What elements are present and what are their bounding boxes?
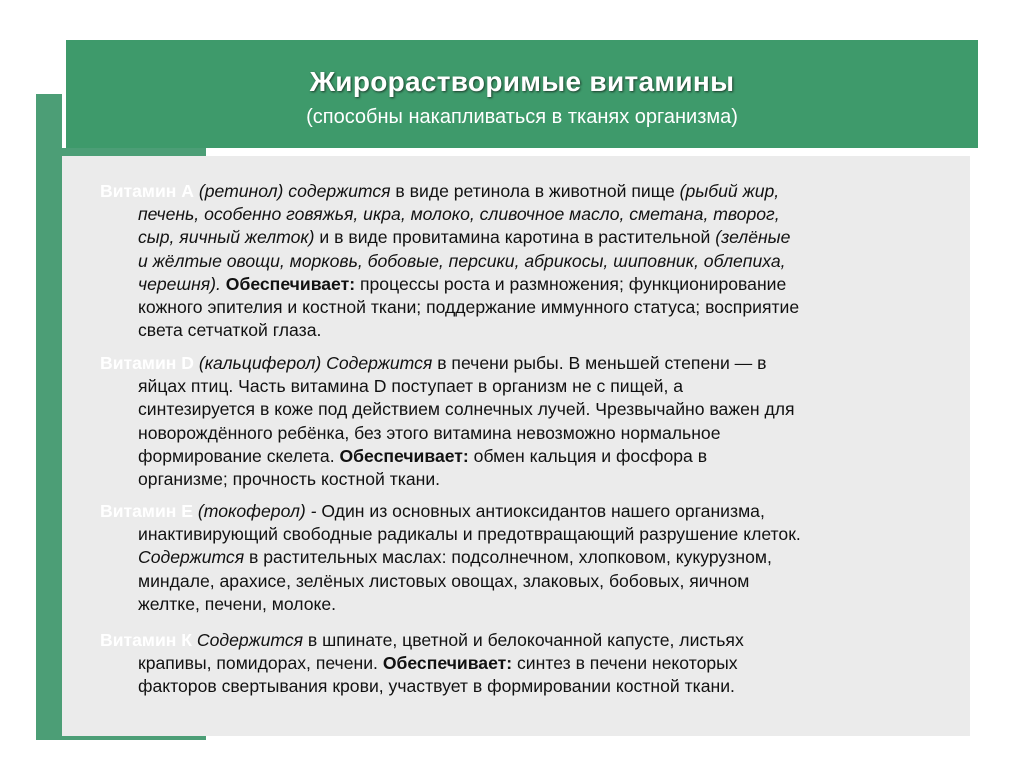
text-fragment: желтке, печени, молоке. (138, 593, 337, 614)
page-title: Жирорастворимые витамины (309, 66, 735, 97)
vitamin-text-line (100, 226, 958, 249)
page-subtitle: (способны накапливаться в тканях организма) (306, 106, 738, 128)
vitamin-text-line (100, 375, 958, 398)
text-fragment: черешня). (138, 273, 221, 294)
vitamin-text-line (100, 250, 958, 273)
text-fragment: (рыбий жир, (679, 181, 780, 201)
text-fragment: синтез в печени некоторых (512, 653, 738, 674)
text-fragment: в печени рыбы. В меньшей степени — в (432, 353, 767, 373)
text-fragment: сыр, яичный желток) (138, 227, 315, 248)
text-fragment: печень, особенно говяжья, икра, молоко, сливочное масло, сметана, творог, (138, 204, 780, 225)
vitamin-name: Витамин К (100, 630, 197, 650)
vitamin-a-paragraph (100, 180, 958, 342)
vitamin-lead-line (100, 629, 958, 652)
text-fragment: факторов свертывания крови, участвует в формировании костной ткани. (138, 676, 735, 697)
text-fragment: (ретинол) содержится (198, 181, 391, 201)
vitamin-text-line (100, 203, 958, 226)
text-fragment: новорождённого ребёнка, без этого витамина невозможно нормальное (138, 422, 721, 443)
text-fragment: (кальциферол) Содержится (198, 353, 433, 373)
text-fragment: света сетчаткой глаза. (138, 320, 322, 341)
text-fragment: и жёлтые овощи, морковь, бобовые, персики, абрикосы, шиповник, облепиха, (138, 250, 786, 271)
vitamin-d-paragraph (100, 352, 958, 491)
text-fragment: в шпинате, цветной и белокочанной капусте, листьях (303, 630, 744, 650)
text-fragment: (токоферол) - (197, 501, 317, 521)
vitamin-text-line (100, 593, 958, 616)
vitamin-lead-line (100, 180, 958, 203)
text-fragment: миндале, арахисе, зелёных листовых овощах, злаковых, бобовых, яичном (138, 570, 750, 591)
text-fragment: процессы роста и размножения; функционирование (355, 273, 787, 294)
vitamin-text-line (100, 546, 958, 569)
text-fragment: Один из основных антиоксидантов нашего организма, (316, 501, 765, 521)
vitamin-text-line (100, 319, 958, 342)
text-fragment: кожного эпителия и костной ткани; поддержание иммунного статуса; восприятие (138, 297, 800, 318)
text-fragment: крапивы, помидорах, печени. (138, 653, 383, 674)
vitamin-text-line (100, 570, 958, 593)
text-fragment: Содержится (196, 630, 304, 650)
vitamin-lead-line (100, 500, 958, 523)
vitamin-text-line (100, 296, 958, 319)
provides-label: Обеспечивает: (339, 445, 469, 466)
vitamin-e-paragraph (100, 500, 958, 616)
vitamin-text-line (100, 468, 958, 491)
text-fragment: формирование скелета. (138, 445, 340, 466)
vitamin-text-line (100, 398, 958, 421)
vitamin-text-line (100, 523, 958, 546)
provides-label: Обеспечивает: (225, 273, 356, 294)
vitamin-text-line (100, 422, 958, 445)
vitamin-name: Витамин D (100, 353, 199, 373)
text-fragment: организме; прочность костной ткани. (138, 469, 441, 490)
vitamin-name: Витамин Е (100, 501, 198, 521)
text-fragment: и в виде провитамина каротина в растительной (314, 227, 716, 248)
text-fragment: обмен кальция и фосфора в (468, 445, 708, 466)
provides-label: Обеспечивает: (382, 653, 513, 674)
content-panel (62, 156, 970, 736)
vitamin-k-paragraph (100, 629, 958, 699)
vitamin-name: Витамин А (100, 181, 199, 201)
title-banner (62, 40, 978, 148)
vitamin-text-line (100, 445, 958, 468)
vitamin-lead-line (100, 352, 958, 375)
vitamin-text-line (100, 675, 958, 698)
text-fragment: синтезируется в коже под действием солнечных лучей. Чрезвычайно важен для (138, 399, 795, 420)
text-fragment: инактивирующий свободные радикалы и предотвращающий разрушение клеток. (138, 524, 801, 545)
vitamin-text-line (100, 273, 958, 296)
text-fragment: (зелёные (715, 227, 791, 248)
vitamin-text-line (100, 652, 958, 675)
text-fragment: Содержится (138, 547, 245, 568)
text-fragment: в виде ретинола в животной пище (390, 181, 680, 201)
text-fragment: в растительных маслах: подсолнечном, хлопковом, кукурузном, (244, 547, 772, 568)
text-fragment: яйцах птиц. Часть витамина D поступает в организм не с пищей, а (138, 376, 684, 397)
